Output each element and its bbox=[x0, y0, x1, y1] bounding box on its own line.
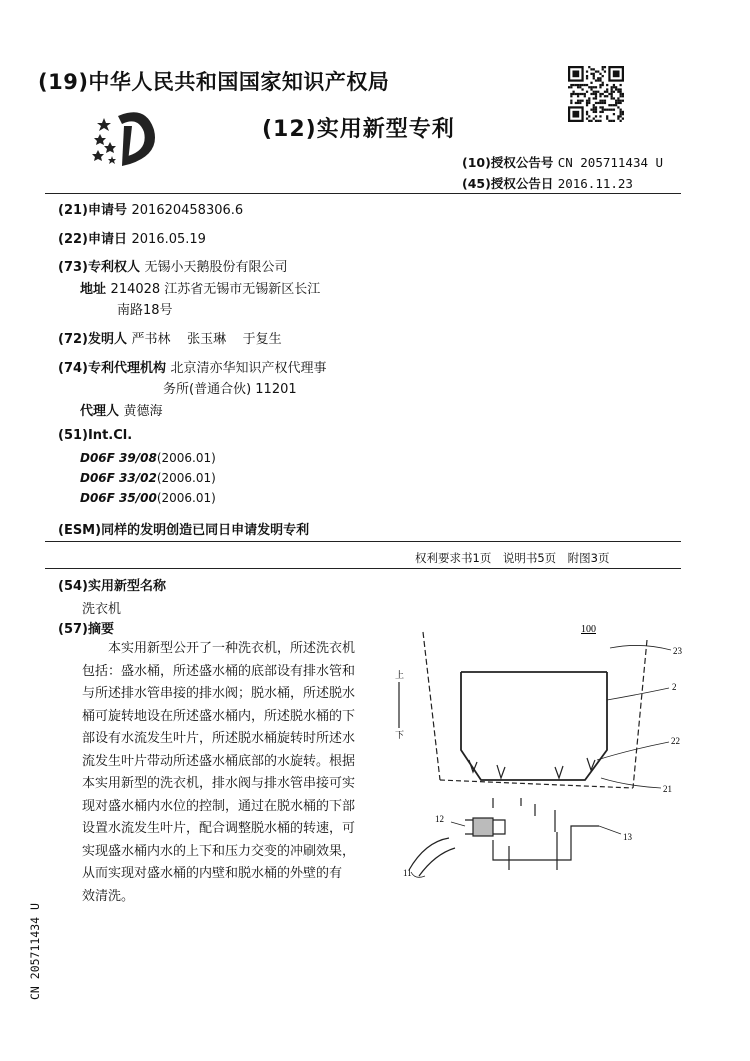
agent-label: 代理人 bbox=[80, 404, 120, 419]
patentee bbox=[58, 256, 288, 275]
biblio-divider bbox=[45, 541, 681, 542]
qr-code bbox=[568, 66, 624, 122]
leader-2 bbox=[607, 688, 669, 700]
leader-12 bbox=[451, 822, 465, 826]
ipc-date: (2006.01) bbox=[156, 471, 216, 485]
drain-outlet-walls bbox=[509, 832, 557, 870]
outer-tub-left-wall bbox=[423, 632, 440, 780]
drain-valve bbox=[473, 818, 493, 836]
outer-tub-bottom bbox=[440, 780, 633, 788]
abstract-line: 从而实现对盛水桶的内壁和脱水桶的外壁的有 bbox=[82, 866, 343, 881]
abstract-line: 桶可旋转地设在所述盛水桶内，所述脱水桶的下 bbox=[82, 708, 356, 724]
leader-13 bbox=[599, 826, 621, 834]
leader-11 bbox=[411, 872, 425, 877]
label-down: 下 bbox=[395, 730, 405, 740]
washing-machine-figure bbox=[385, 620, 685, 890]
filing-date-value: 2016.05.19 bbox=[131, 232, 206, 247]
abstract-line: 与所述排水管串接的排水阀；脱水桶，所述脱水 bbox=[82, 686, 356, 701]
ref-21: 21 bbox=[663, 784, 672, 794]
abstract-label: (57)摘要 bbox=[58, 622, 114, 637]
ref-12: 12 bbox=[435, 814, 444, 824]
agent-value: 黄德海 bbox=[123, 404, 163, 419]
ipc-code: D06F 33/02 bbox=[80, 471, 157, 485]
patent-agency-line-1: 北京清亦华知识产权代理事 bbox=[170, 361, 327, 376]
publication-number-label: (10)授权公告号 bbox=[462, 155, 554, 170]
water-flow-blade bbox=[555, 766, 563, 778]
header-divider bbox=[45, 193, 681, 194]
address-line-1: 214028 江苏省无锡市无锡新区长江 bbox=[110, 282, 321, 297]
document-type: (12)实用新型专利 bbox=[262, 117, 455, 142]
side-publication-number: CN 205711434 U bbox=[28, 903, 42, 1000]
ipc-label: (51)Int.Cl. bbox=[58, 428, 133, 443]
water-flow-blade bbox=[497, 765, 505, 778]
abstract-line: 流发生叶片带动所述盛水桶底部的水旋转。根据 bbox=[82, 753, 356, 769]
inventor-3: 于复生 bbox=[242, 332, 282, 347]
drain-pipe-stub bbox=[535, 804, 555, 832]
patent-agency-label: (74)专利代理机构 bbox=[58, 361, 166, 376]
application-number-value: 201620458306.6 bbox=[131, 203, 244, 218]
publication-number bbox=[462, 153, 663, 171]
patent-agency bbox=[58, 357, 327, 376]
drain-pipe-top bbox=[493, 798, 521, 808]
application-number bbox=[58, 199, 243, 218]
filing-date-label: (22)申请日 bbox=[58, 232, 127, 247]
abstract-line: 部设有水流发生叶片，所述脱水桶旋转时所述水 bbox=[82, 731, 356, 746]
abstract-line: 本实用新型公开了一种洗衣机，所述洗衣机 bbox=[82, 641, 356, 656]
inventor-1: 严书林 bbox=[131, 332, 171, 347]
ref-11: 11 bbox=[403, 868, 412, 878]
ipc-entry bbox=[80, 491, 216, 505]
ref-100: 100 bbox=[581, 624, 596, 635]
spin-basket bbox=[461, 672, 607, 780]
publication-date-label: (45)授权公告日 bbox=[462, 176, 554, 191]
inventors bbox=[58, 328, 282, 347]
ipc-code: D06F 35/00 bbox=[80, 491, 157, 505]
inventor-2: 张玉琳 bbox=[187, 332, 227, 347]
abstract-line: 效清洗。 bbox=[82, 888, 135, 904]
patentee-value: 无锡小天鹅股份有限公司 bbox=[144, 260, 288, 275]
drain-hose-outer bbox=[419, 848, 455, 876]
abstract-line: 本实用新型的洗衣机，排水阀与排水管串接可实 bbox=[82, 776, 356, 791]
water-flow-blade bbox=[469, 760, 477, 772]
abstract-text bbox=[82, 638, 355, 908]
utility-model-title-label: (54)实用新型名称 bbox=[58, 579, 166, 594]
ipc-entry bbox=[80, 451, 216, 465]
abstract-line: 实现盛水桶内水的上下和压力交变的冲刷效果， bbox=[82, 843, 356, 859]
issuing-office: (19)中华人民共和国国家知识产权局 bbox=[38, 70, 390, 94]
utility-model-title: 洗衣机 bbox=[82, 602, 122, 617]
address bbox=[80, 278, 320, 297]
ipc-entry bbox=[80, 471, 216, 485]
cnipa-logo bbox=[88, 106, 168, 170]
abstract-line: 现对盛水桶内水位的控制，通过在脱水桶的下部 bbox=[82, 798, 356, 814]
ref-22: 22 bbox=[671, 736, 680, 746]
publication-date bbox=[462, 174, 633, 192]
label-up: 上 bbox=[395, 670, 405, 680]
ipc-date: (2006.01) bbox=[156, 451, 216, 465]
publication-date-value: 2016.11.23 bbox=[557, 176, 633, 191]
counts-divider bbox=[45, 568, 681, 569]
ipc-code: D06F 39/08 bbox=[80, 451, 157, 465]
filing-date bbox=[58, 228, 206, 247]
application-number-label: (21)申请号 bbox=[58, 203, 127, 218]
patent-agency-continued bbox=[163, 378, 297, 397]
abstract-line: 设置水流发生叶片，配合调整脱水桶的转速，可 bbox=[82, 821, 356, 836]
address-label: 地址 bbox=[80, 282, 107, 297]
drain-hose bbox=[409, 838, 449, 870]
ref-23: 23 bbox=[673, 646, 682, 656]
agent bbox=[80, 400, 163, 419]
leader-23 bbox=[610, 645, 671, 650]
outer-tub-right-wall bbox=[633, 640, 647, 788]
publication-number-value: CN 205711434 U bbox=[557, 155, 664, 170]
ref-2: 2 bbox=[672, 682, 677, 692]
ipc-date: (2006.01) bbox=[156, 491, 216, 505]
address-line-2: 南路18号 bbox=[117, 303, 173, 318]
patentee-label: (73)专利权人 bbox=[58, 260, 140, 275]
page-counts: 权利要求书1页 说明书5页 附图3页 bbox=[415, 551, 610, 565]
abstract-line: 包括：盛水桶，所述盛水桶的底部设有排水管和 bbox=[82, 663, 356, 679]
ref-13: 13 bbox=[623, 832, 632, 842]
patent-agency-line-2: 务所(普通合伙) 11201 bbox=[163, 382, 297, 397]
inventors-label: (72)发明人 bbox=[58, 332, 127, 347]
address-continued bbox=[117, 299, 173, 318]
esm-note: (ESM)同样的发明创造已同日申请发明专利 bbox=[58, 523, 310, 538]
